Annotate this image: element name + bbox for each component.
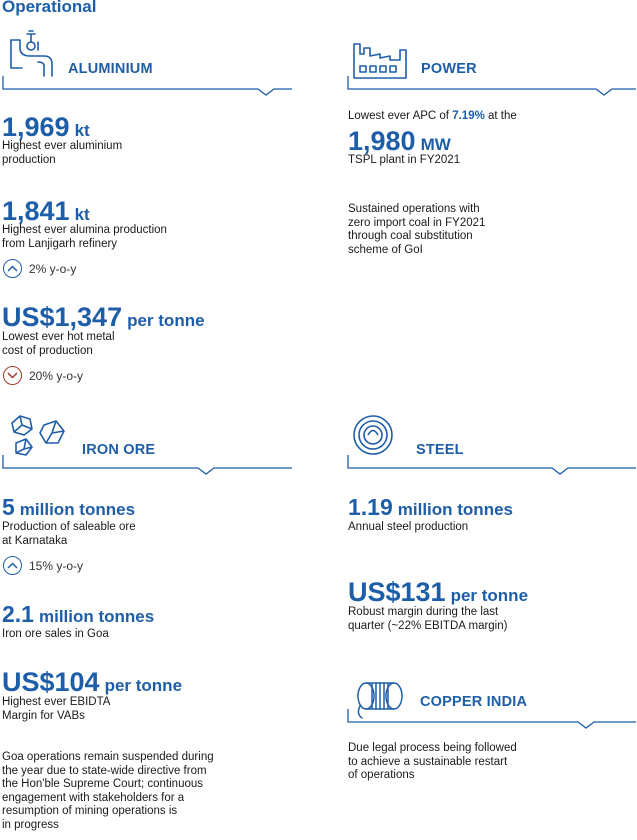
stat-value: US$1,347 xyxy=(2,302,123,332)
stat-value: 1.19 xyxy=(348,494,393,520)
aluminium-icon xyxy=(8,28,56,80)
goa-sales-desc: Iron ore sales in Goa xyxy=(2,628,109,640)
stat-value: 1,841 xyxy=(2,196,70,226)
stat-value: 1,980 xyxy=(348,126,416,156)
hot-metal-cost-change xyxy=(3,366,83,385)
alumina-production-desc: Highest ever alumina production from Lanjigarh refinery xyxy=(2,224,167,250)
stat-unit: million tonnes xyxy=(19,500,136,519)
alumina-production-stat xyxy=(2,198,90,225)
stat-unit: per tonne xyxy=(127,311,205,330)
stat-value: 1,969 xyxy=(2,112,70,142)
steel-production-stat xyxy=(348,496,513,519)
chevron-up-icon xyxy=(3,259,22,278)
stat-unit: kt xyxy=(74,205,90,224)
hot-metal-cost-desc: Lowest ever hot metal cost of production xyxy=(2,331,115,357)
saleable-ore-change xyxy=(3,556,83,575)
power-title: POWER xyxy=(421,61,477,77)
iron-ore-divider xyxy=(0,455,300,475)
change-text: 15% y-o-y xyxy=(29,558,84,573)
steel-divider xyxy=(340,455,637,475)
copper-india-divider xyxy=(340,709,637,729)
power-apc-line: Lowest ever APC of 7.19% at the xyxy=(348,110,517,122)
tspl-capacity-stat xyxy=(348,128,451,155)
steel-title: STEEL xyxy=(416,442,464,458)
alumina-change xyxy=(3,259,76,278)
vab-margin-desc: Highest ever EBIDTA Margin for VABs xyxy=(2,696,111,722)
hot-metal-cost-stat xyxy=(2,304,205,331)
copper-india-title: COPPER INDIA xyxy=(420,694,528,710)
steel-margin-desc: Robust margin during the last quarter (~22% EBITDA margin) xyxy=(348,606,508,632)
aluminium-production-desc: Highest ever aluminium production xyxy=(2,140,123,166)
tspl-capacity-desc: TSPL plant in FY2021 xyxy=(348,154,461,166)
stat-value: 2.1 xyxy=(2,601,34,627)
stat-unit: per tonne xyxy=(450,586,529,605)
iron-ore-title: IRON ORE xyxy=(82,442,156,458)
aluminium-title: ALUMINIUM xyxy=(68,61,153,77)
change-text: 20% y-o-y xyxy=(29,368,84,383)
page-title: Operational xyxy=(2,0,97,16)
stat-value: US$104 xyxy=(2,667,100,697)
saleable-ore-stat xyxy=(2,496,135,519)
steel-margin-stat xyxy=(348,579,528,606)
change-text: 2% y-o-y xyxy=(29,261,77,276)
chevron-down-icon xyxy=(3,366,22,385)
iron-ore-icon xyxy=(6,413,68,457)
power-divider xyxy=(340,76,637,96)
stat-unit: million tonnes xyxy=(38,607,155,626)
aluminium-divider xyxy=(0,76,300,96)
stat-unit: per tonne xyxy=(104,676,183,695)
steel-production-desc: Annual steel production xyxy=(348,521,469,533)
chevron-up-icon xyxy=(3,556,22,575)
saleable-ore-desc: Production of saleable ore at Karnataka xyxy=(2,521,136,547)
stat-unit: million tonnes xyxy=(397,500,513,519)
vab-margin-stat xyxy=(2,669,182,696)
stat-unit: kt xyxy=(74,121,90,140)
goa-sales-stat xyxy=(2,603,154,626)
stat-unit: MW xyxy=(420,135,451,154)
goa-operations-note: Goa operations remain suspended during the year due to state-wide directive from the Hon'ble Supreme Court; continuous engagement with stakeholders for a resumption of mining operations is in progress xyxy=(2,751,214,831)
stat-value: US$131 xyxy=(348,577,446,607)
steel-coil-icon xyxy=(352,414,394,456)
power-note: Sustained operations with zero import coal in FY2021 through coal substitution scheme of GoI xyxy=(348,203,486,256)
stat-value: 5 xyxy=(2,494,15,520)
copper-india-note: Due legal process being followed to achieve a sustainable restart of operations xyxy=(348,742,517,781)
aluminium-production-stat xyxy=(2,114,90,141)
